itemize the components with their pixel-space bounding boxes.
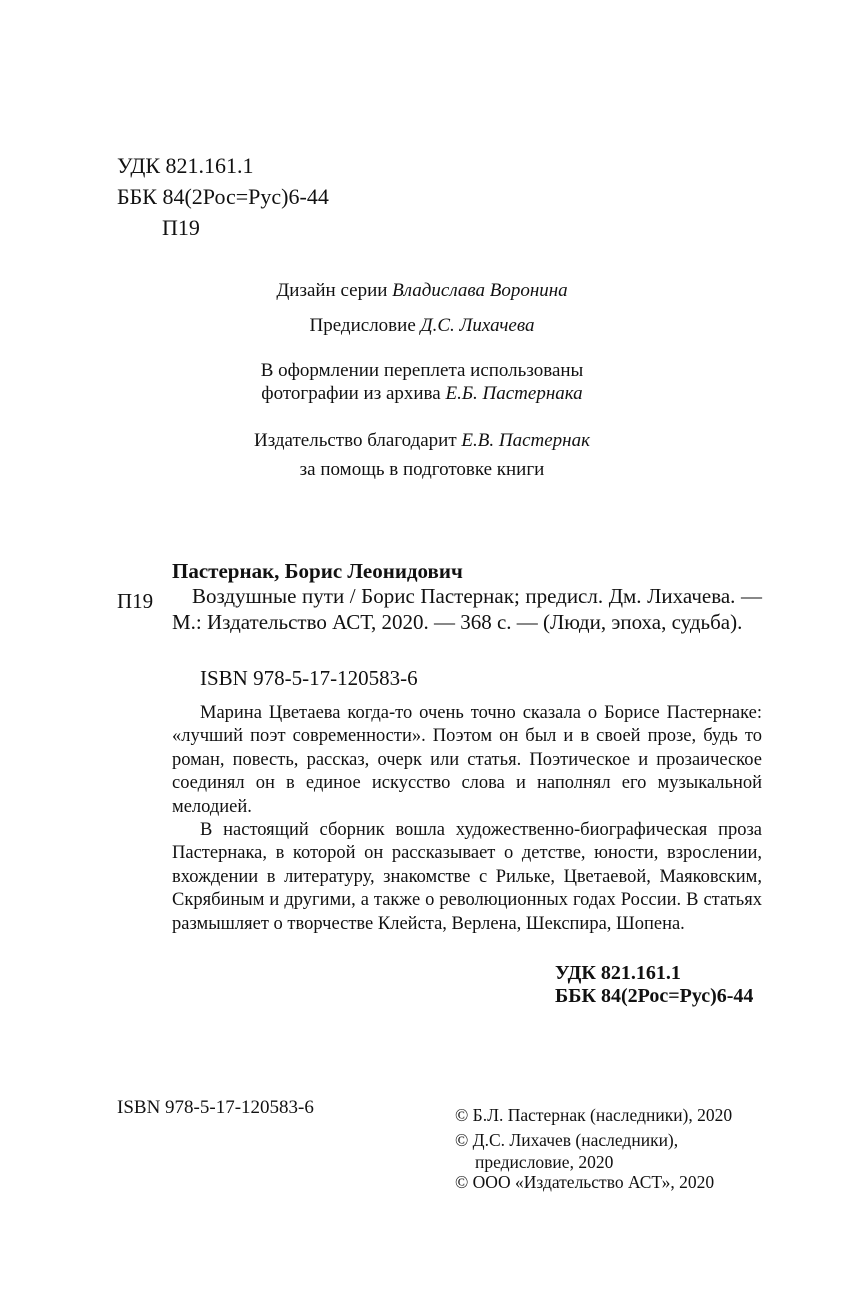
copyright-preface: © Д.С. Лихачев (наследники), xyxy=(455,1130,679,1150)
series-designer-name: Владислава Воронина xyxy=(392,280,568,301)
series-design-credit xyxy=(0,275,844,306)
record-isbn: ISBN 978-5-17-120583-6 xyxy=(200,666,418,690)
thanks-name: Е.В. Пастернак xyxy=(461,430,590,451)
photos-prefix: фотографии из архива xyxy=(261,383,441,404)
series-design-prefix: Дизайн серии xyxy=(276,280,388,301)
thanks-line1 xyxy=(0,425,844,456)
record-author-code: П19 xyxy=(117,589,154,613)
thanks-line2: за помощь в подготовке книги xyxy=(299,459,545,480)
preface-credit xyxy=(0,310,844,341)
annotation-paragraph: Марина Цветаева когда-то очень точно сказала о Борисе Пастернаке: «лучший поэт современности». Поэтом он был и в своей прозе, будь то роман, повесть, рассказ, очерк или статья. Поэтическое и прозаическое соединял он в единое искусство слова и наполнял его музыкальной мелодией. xyxy=(172,703,762,817)
photos-archive-name: Е.Б. Пастернака xyxy=(445,383,583,404)
footer-bbk-code: ББК 84(2Рос=Рус)6-44 xyxy=(555,985,754,1007)
annotation xyxy=(172,702,762,936)
copyright-author: © Б.Л. Пастернак (наследники), 2020 xyxy=(455,1105,733,1125)
binding-photos-line2 xyxy=(0,378,844,409)
preface-prefix: Предисловие xyxy=(309,315,416,336)
footer-udk-code: УДК 821.161.1 xyxy=(555,962,681,984)
author-code: П19 xyxy=(162,215,200,240)
thanks-prefix: Издательство благодарит xyxy=(254,430,457,451)
udk-code: УДК 821.161.1 xyxy=(117,153,254,178)
annotation-paragraph: В настоящий сборник вошла художественно-биографическая проза Пастернака, в которой он рассказывает о детстве, юности, взрослении, вхождении в литературу, знакомстве с Рильке, Цветаевой, Маяковским, Скрябиным и другими, а также о революционных годах России. В статьях размышляет о творчестве Клейста, Верлена, Шекспира, Шопена. xyxy=(172,820,762,934)
footer-isbn: ISBN 978-5-17-120583-6 xyxy=(117,1097,314,1118)
bibliographic-description: Воздушные пути / Борис Пастернак; предисл. Дм. Лихачева. — М.: Издательство АСТ, 2020. — 368 с. — (Люди, эпоха, судьба). xyxy=(172,584,762,634)
copyright-preface-cont: предисловие, 2020 xyxy=(475,1152,614,1172)
copyright-publisher: © ООО «Издательство АСТ», 2020 xyxy=(455,1172,715,1192)
author-heading: Пастернак, Борис Леонидович xyxy=(172,559,463,583)
preface-author-name: Д.С. Лихачева xyxy=(420,315,535,336)
bbk-code: ББК 84(2Рос=Рус)6-44 xyxy=(117,184,329,209)
binding-photos-line1: В оформлении переплета использованы xyxy=(260,360,584,381)
